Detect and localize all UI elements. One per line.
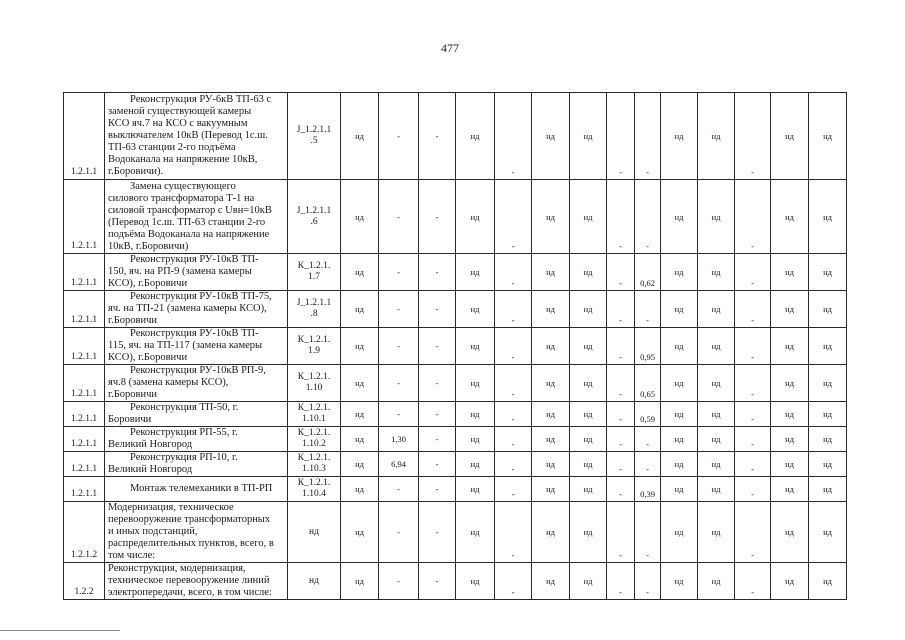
value-cell: -	[379, 254, 419, 291]
item-number-cell: 1.2.1.1	[64, 93, 105, 180]
table-row	[64, 452, 847, 477]
value-cell: нд	[532, 452, 570, 477]
value-cell: -	[495, 502, 532, 563]
value-cell: нд	[570, 502, 607, 563]
value-cell: нд	[661, 477, 698, 502]
value-cell: нд	[698, 477, 735, 502]
value-cell: -	[495, 328, 532, 365]
value-cell: нд	[341, 365, 379, 402]
value-cell: -	[495, 365, 532, 402]
value-cell: -	[635, 427, 661, 452]
value-cell: -	[419, 402, 456, 427]
value-cell: -	[419, 180, 456, 254]
item-name-cell: Реконструкция, модернизация, техническое перевооружение линий электропередачи, всего, в том числе:	[105, 563, 288, 600]
item-name-cell: Реконструкция ТП-50, г. Боровичи	[105, 402, 288, 427]
value-cell: нд	[456, 502, 495, 563]
value-cell: -	[419, 477, 456, 502]
value-cell: нд	[570, 180, 607, 254]
value-cell: -	[607, 427, 635, 452]
item-code-cell: J_1.2.1.1 .6	[288, 180, 341, 254]
value-cell: нд	[661, 365, 698, 402]
item-code-cell: J_1.2.1.1 .5	[288, 93, 341, 180]
value-cell: нд	[532, 365, 570, 402]
value-cell: -	[607, 365, 635, 402]
value-cell: нд	[809, 502, 847, 563]
value-cell: нд	[532, 291, 570, 328]
table-row	[64, 477, 847, 502]
value-cell: нд	[661, 93, 698, 180]
value-cell: -	[607, 502, 635, 563]
item-code-cell: нд	[288, 502, 341, 563]
value-cell: нд	[661, 563, 698, 600]
value-cell: нд	[698, 427, 735, 452]
value-cell: нд	[661, 402, 698, 427]
value-cell: -	[495, 477, 532, 502]
value-cell: 0,95	[635, 328, 661, 365]
value-cell: -	[607, 328, 635, 365]
value-cell: нд	[698, 291, 735, 328]
value-cell: нд	[771, 365, 809, 402]
item-code-cell: К_1.2.1. 1.10.2	[288, 427, 341, 452]
item-number-cell: 1.2.1.1	[64, 427, 105, 452]
value-cell: -	[607, 254, 635, 291]
item-name-cell: Реконструкция РУ-10кВ ТП-75, яч. на ТП-21 (замена камеры КСО), г.Боровичи	[105, 291, 288, 328]
item-code-cell: нд	[288, 563, 341, 600]
value-cell: -	[735, 477, 771, 502]
value-cell: -	[607, 180, 635, 254]
table-row	[64, 502, 847, 563]
item-number-cell: 1.2.1.1	[64, 402, 105, 427]
value-cell: -	[379, 93, 419, 180]
value-cell: нд	[661, 328, 698, 365]
value-cell: нд	[341, 180, 379, 254]
value-cell: -	[379, 291, 419, 328]
table-row	[64, 254, 847, 291]
value-cell: -	[495, 452, 532, 477]
value-cell: -	[607, 291, 635, 328]
item-code-cell: К_1.2.1. 1.10.4	[288, 477, 341, 502]
table-row	[64, 365, 847, 402]
value-cell: нд	[661, 291, 698, 328]
item-number-cell: 1.2.1.1	[64, 477, 105, 502]
value-cell: -	[607, 477, 635, 502]
value-cell: нд	[771, 427, 809, 452]
value-cell: нд	[809, 254, 847, 291]
value-cell: нд	[809, 291, 847, 328]
value-cell: нд	[456, 402, 495, 427]
value-cell: нд	[456, 365, 495, 402]
value-cell: нд	[809, 452, 847, 477]
scan-edge-line	[0, 630, 120, 631]
value-cell: -	[419, 563, 456, 600]
value-cell: нд	[698, 93, 735, 180]
item-name-cell: Замена существующего силового трансформатора Т-1 на силовой трансформатор с Uвн=10кВ (Перевод 1с.ш. ТП-63 станции 2-го подъёма Водоканала на напряжение 10кВ, г.Боровичи)	[105, 180, 288, 254]
value-cell: нд	[570, 563, 607, 600]
value-cell: нд	[570, 291, 607, 328]
value-cell: нд	[341, 328, 379, 365]
value-cell: нд	[809, 402, 847, 427]
value-cell: -	[495, 563, 532, 600]
value-cell: нд	[570, 254, 607, 291]
value-cell: нд	[771, 563, 809, 600]
item-name-cell: Реконструкция РП-55, г. Великий Новгород	[105, 427, 288, 452]
value-cell: нд	[698, 563, 735, 600]
value-cell: -	[607, 563, 635, 600]
value-cell: 0,39	[635, 477, 661, 502]
value-cell: -	[419, 328, 456, 365]
value-cell: нд	[341, 452, 379, 477]
value-cell: -	[635, 180, 661, 254]
value-cell: нд	[341, 402, 379, 427]
value-cell: -	[735, 427, 771, 452]
item-code-cell: J_1.2.1.1 .8	[288, 291, 341, 328]
value-cell: нд	[532, 254, 570, 291]
value-cell: нд	[456, 563, 495, 600]
value-cell: нд	[661, 427, 698, 452]
value-cell: нд	[809, 93, 847, 180]
value-cell: -	[379, 563, 419, 600]
value-cell: -	[607, 402, 635, 427]
value-cell: нд	[532, 180, 570, 254]
item-number-cell: 1.2.1.1	[64, 452, 105, 477]
value-cell: -	[379, 328, 419, 365]
value-cell: нд	[532, 502, 570, 563]
item-code-cell: К_1.2.1. 1.7	[288, 254, 341, 291]
item-number-cell: 1.2.1.1	[64, 365, 105, 402]
table-row	[64, 402, 847, 427]
value-cell: -	[735, 328, 771, 365]
value-cell: -	[379, 502, 419, 563]
table-row	[64, 180, 847, 254]
value-cell: -	[735, 502, 771, 563]
item-number-cell: 1.2.1.1	[64, 291, 105, 328]
value-cell: нд	[661, 180, 698, 254]
value-cell: нд	[570, 365, 607, 402]
table-row	[64, 93, 847, 180]
value-cell: -	[419, 365, 456, 402]
item-number-cell: 1.2.1.1	[64, 180, 105, 254]
value-cell: нд	[809, 477, 847, 502]
value-cell: -	[607, 452, 635, 477]
value-cell: -	[735, 291, 771, 328]
value-cell: нд	[456, 452, 495, 477]
value-cell: 0,65	[635, 365, 661, 402]
value-cell: нд	[456, 427, 495, 452]
value-cell: -	[635, 452, 661, 477]
value-cell: нд	[771, 93, 809, 180]
value-cell: нд	[698, 180, 735, 254]
table-row	[64, 563, 847, 600]
item-name-cell: Реконструкция РУ-10кВ РП-9, яч.8 (замена камеры КСО), г.Боровичи	[105, 365, 288, 402]
value-cell: -	[735, 254, 771, 291]
value-cell: нд	[698, 328, 735, 365]
item-name-cell: Реконструкция РУ-10кВ ТП- 115, яч. на ТП-117 (замена камеры КСО), г.Боровичи	[105, 328, 288, 365]
value-cell: нд	[341, 254, 379, 291]
value-cell: нд	[341, 93, 379, 180]
value-cell: нд	[771, 328, 809, 365]
value-cell: нд	[809, 427, 847, 452]
value-cell: нд	[809, 563, 847, 600]
value-cell: нд	[341, 563, 379, 600]
item-name-cell: Модернизация, техническое перевооружение трансформаторных и иных подстанций, распределительных пунктов, всего, в том числе:	[105, 502, 288, 563]
value-cell: нд	[771, 402, 809, 427]
value-cell: -	[379, 402, 419, 427]
value-cell: -	[495, 180, 532, 254]
value-cell: -	[419, 93, 456, 180]
value-cell: нд	[698, 254, 735, 291]
item-number-cell: 1.2.2	[64, 563, 105, 600]
value-cell: нд	[532, 427, 570, 452]
item-number-cell: 1.2.1.1	[64, 254, 105, 291]
table-row	[64, 427, 847, 452]
item-name-cell: Реконструкция РУ-6кВ ТП-63 с заменой существующей камеры КСО яч.7 на КСО с вакуумным выключателем 10кВ (Перевод 1с.ш. ТП-63 станции 2-го подъёма Водоканала на напряжение 10кВ, г.Боровичи).	[105, 93, 288, 180]
item-code-cell: К_1.2.1. 1.10.3	[288, 452, 341, 477]
value-cell: 6,94	[379, 452, 419, 477]
value-cell: нд	[570, 477, 607, 502]
value-cell: нд	[532, 402, 570, 427]
value-cell: -	[379, 365, 419, 402]
value-cell: -	[635, 563, 661, 600]
value-cell: нд	[771, 477, 809, 502]
table-row	[64, 291, 847, 328]
value-cell: нд	[771, 254, 809, 291]
value-cell: нд	[456, 254, 495, 291]
value-cell: нд	[771, 452, 809, 477]
item-name-cell: Реконструкция РУ-10кВ ТП- 150, яч. на РП-9 (замена камеры КСО), г.Боровичи	[105, 254, 288, 291]
value-cell: -	[419, 502, 456, 563]
value-cell: -	[635, 93, 661, 180]
value-cell: нд	[341, 502, 379, 563]
item-number-cell: 1.2.1.1	[64, 328, 105, 365]
value-cell: нд	[456, 477, 495, 502]
value-cell: нд	[570, 93, 607, 180]
value-cell: нд	[456, 291, 495, 328]
data-table	[63, 92, 847, 600]
value-cell: нд	[456, 180, 495, 254]
value-cell: -	[379, 477, 419, 502]
value-cell: -	[419, 291, 456, 328]
value-cell: нд	[661, 452, 698, 477]
value-cell: нд	[771, 502, 809, 563]
value-cell: -	[495, 291, 532, 328]
value-cell: нд	[532, 477, 570, 502]
item-number-cell: 1.2.1.2	[64, 502, 105, 563]
value-cell: нд	[570, 452, 607, 477]
value-cell: нд	[809, 328, 847, 365]
value-cell: -	[735, 93, 771, 180]
value-cell: -	[735, 452, 771, 477]
item-code-cell: К_1.2.1. 1.10.1	[288, 402, 341, 427]
value-cell: -	[379, 180, 419, 254]
value-cell: нд	[809, 180, 847, 254]
page-number: 477	[441, 41, 459, 55]
value-cell: -	[607, 93, 635, 180]
value-cell: нд	[532, 563, 570, 600]
value-cell: нд	[570, 328, 607, 365]
value-cell: -	[735, 563, 771, 600]
item-code-cell: К_1.2.1. 1.9	[288, 328, 341, 365]
value-cell: нд	[771, 291, 809, 328]
table-row	[64, 328, 847, 365]
item-code-cell: К_1.2.1. 1.10	[288, 365, 341, 402]
value-cell: -	[495, 93, 532, 180]
value-cell: 0,59	[635, 402, 661, 427]
value-cell: нд	[341, 427, 379, 452]
value-cell: нд	[456, 328, 495, 365]
value-cell: нд	[771, 180, 809, 254]
item-name-cell: Реконструкция РП-10, г. Великий Новгород	[105, 452, 288, 477]
value-cell: -	[419, 452, 456, 477]
value-cell: -	[735, 180, 771, 254]
value-cell: -	[419, 254, 456, 291]
value-cell: -	[419, 427, 456, 452]
value-cell: 1,30	[379, 427, 419, 452]
value-cell: 0,62	[635, 254, 661, 291]
value-cell: нд	[698, 365, 735, 402]
value-cell: нд	[532, 328, 570, 365]
value-cell: -	[495, 254, 532, 291]
value-cell: -	[635, 291, 661, 328]
value-cell: нд	[341, 291, 379, 328]
item-name-cell: Монтаж телемеханики в ТП-РП	[105, 477, 288, 502]
value-cell: -	[735, 402, 771, 427]
value-cell: нд	[698, 452, 735, 477]
value-cell: нд	[341, 477, 379, 502]
value-cell: нд	[456, 93, 495, 180]
value-cell: нд	[698, 402, 735, 427]
value-cell: нд	[698, 502, 735, 563]
value-cell: нд	[809, 365, 847, 402]
table-body	[64, 93, 847, 600]
value-cell: -	[735, 365, 771, 402]
value-cell: -	[495, 427, 532, 452]
value-cell: нд	[661, 254, 698, 291]
value-cell: нд	[570, 427, 607, 452]
value-cell: нд	[661, 502, 698, 563]
value-cell: -	[495, 402, 532, 427]
value-cell: нд	[532, 93, 570, 180]
value-cell: нд	[570, 402, 607, 427]
value-cell: -	[635, 502, 661, 563]
